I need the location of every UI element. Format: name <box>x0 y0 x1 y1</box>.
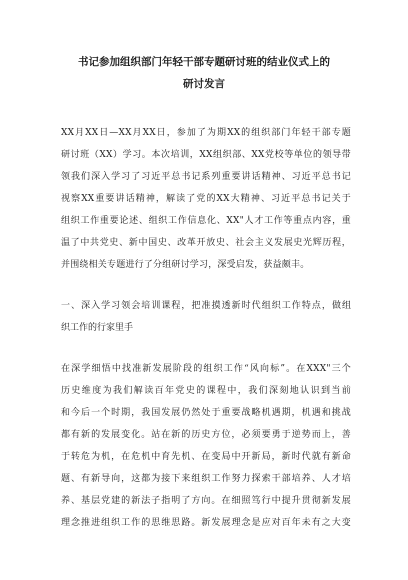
paragraph-2-line-5: 于转危为机，在危机中育先机、在变局中开新局，新时代就有新命 <box>61 452 351 462</box>
section-heading-1-line-1: 一、深入学习领会培训课程，把准摸透新时代组织工作特点，做组 <box>61 301 351 311</box>
paragraph-1-line-7: 并围绕相关专题进行了分组研讨学习，深受启发，获益颇丰。 <box>61 260 310 270</box>
paragraph-1-line-1: XX月XX日—XX月XX日，参加了为期XX的组织部门年轻干部专题 <box>61 128 351 138</box>
paragraph-1-line-5: 组织工作重要论述、组织工作信息化、XX"人才工作等重点内容，重 <box>61 216 351 226</box>
paragraph-2-line-7: 养、基层党建的新法子指明了方向。在细照笃行中提升贯彻新发展 <box>61 496 351 506</box>
section-heading-1-line-2: 织工作的行家里手 <box>61 323 134 333</box>
paragraph-2-line-2: 历史维度为我们解读百年党史的课程中，我们深刻地认识到当前 <box>61 386 351 396</box>
paragraph-2-line-3: 和今后一个时期，我国发展仍然处于重要战略机遇期，机遇和挑战 <box>61 408 351 418</box>
paragraph-2-line-1: 在深学细悟中找准新发展阶段的组织工作“风向标”。在XXX"三个 <box>61 364 351 374</box>
paragraph-1-line-4: 视察XX重要讲话精神，解读了党的XX大精神、习近平总书记关于 <box>61 194 351 204</box>
paragraph-2-line-8: 理念推进组织工作的思维思路。新发展理念是应对百年未有之大变 <box>61 518 351 528</box>
paragraph-1-line-2: 研讨班（XX）学习。本次培训，XX组织部、XX党校等单位的领导带 <box>61 150 351 160</box>
paragraph-1-line-6: 温了中共党史、新中国史、改革开放史、社会主义发展史光辉历程， <box>61 238 351 248</box>
paragraph-1-line-3: 领我们深入学习了习近平总书记系列重要讲话精神、习近平总书记 <box>61 172 351 182</box>
paragraph-2-line-4: 都有新的发展变化。站在新的历史方位，必须要勇于逆势而上，善 <box>61 430 351 440</box>
document-title-line-2: 研讨发言 <box>183 78 225 90</box>
paragraph-2-line-6: 题、有新导向，这都为接下来组织工作努力探索干部培养、人才培 <box>61 474 351 484</box>
document-title-line-1: 书记参加组织部门年轻干部专题研讨班的结业仪式上的 <box>78 56 330 68</box>
